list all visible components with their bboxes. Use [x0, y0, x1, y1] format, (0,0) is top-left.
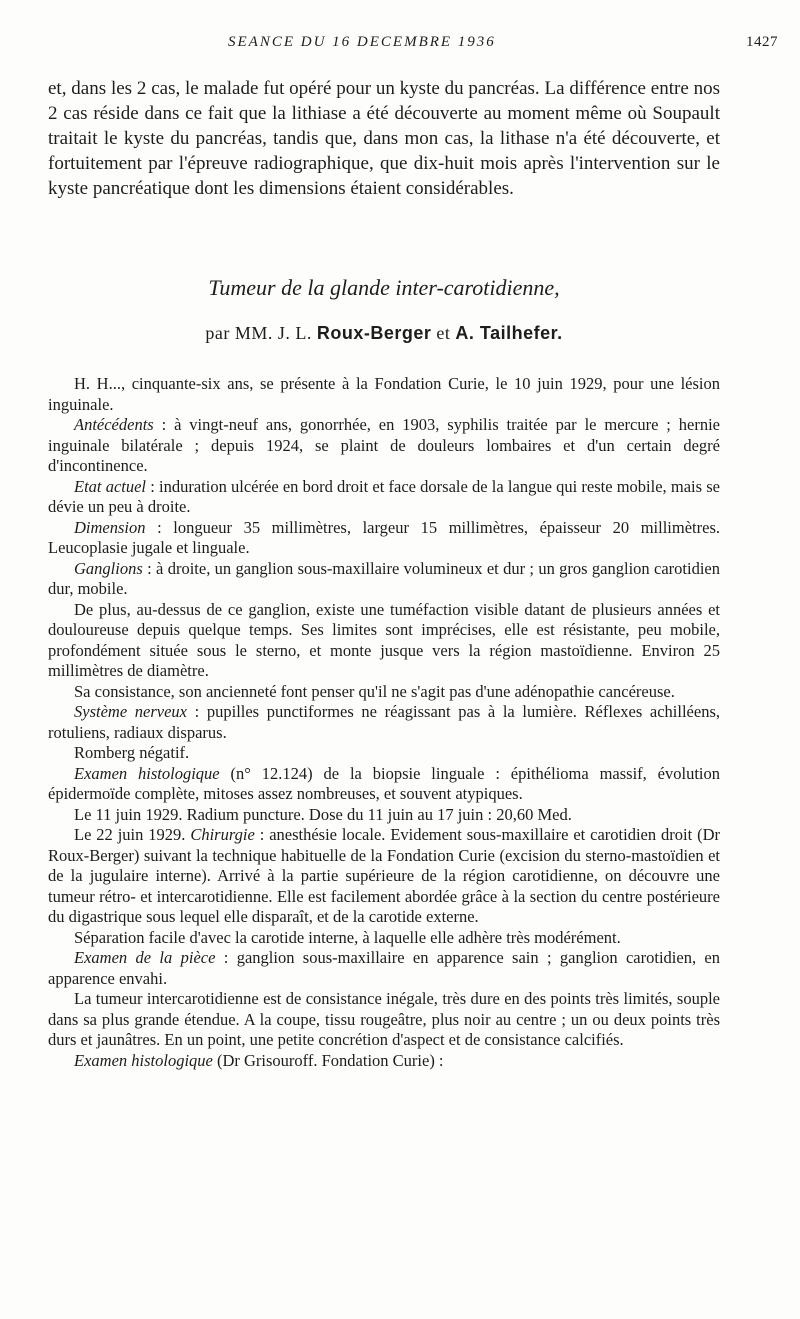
paragraph-consistance — [48, 682, 720, 703]
paragraph-text: (Dr Grisouroff. Fondation Curie) : — [212, 1050, 444, 1070]
paragraph-ganglions — [48, 559, 720, 600]
paragraph-lead: Ganglions — [74, 558, 143, 578]
paragraph-lead: Examen histologique — [74, 1050, 213, 1070]
paragraph-lead: Antécédents — [74, 415, 154, 434]
paragraph-chirurgie — [48, 825, 720, 928]
article-body — [48, 374, 720, 1071]
paragraph-text: : à vingt-neuf ans, gonorrhée, en 1903, syphilis traitée par le mercure ; hernie inguinale bilatérale ; depuis 1924, se plaint de douleurs lombaires et d'un certain degré d'incontinence. — [48, 415, 720, 475]
page-number: 1427 — [746, 34, 778, 50]
article-title: Tumeur de la glande inter-carotidienne, — [208, 275, 560, 300]
paragraph-radium — [48, 805, 720, 826]
paragraph-text: La tumeur intercarotidienne est de consistance inégale, très dure en des points très limités, souple dans sa plus grande étendue. A la coupe, tissu rougeâtre, plus noir au centre ; un ou deux points très durs et jaunâtres. En un point, une petite concrétion d'aspect et de consistance calcifiés. — [48, 989, 720, 1049]
paragraph-separation — [48, 928, 720, 949]
paragraph-patient — [48, 374, 720, 415]
paragraph-text: : pupilles punctiformes ne réagissant pas à la lumière. Réflexes achilléens, rotuliens, radiaux disparus. — [48, 702, 720, 742]
paragraph-dimension — [48, 518, 720, 559]
running-head-title: SEANCE DU 16 DECEMBRE 1936 — [228, 34, 496, 50]
paragraph-text: H. H..., cinquante-six ans, se présente à la Fondation Curie, le 10 juin 1929, pour une lésion inguinale. — [48, 374, 720, 414]
paragraph-tumefaction — [48, 600, 720, 682]
paragraph-lead: Etat actuel — [74, 476, 147, 496]
paragraph-lead: Dimension — [74, 517, 146, 537]
paragraph-antecedents — [48, 415, 720, 477]
paragraph-tumeur — [48, 989, 720, 1051]
byline-middle: et — [431, 323, 456, 343]
paragraph-text: Romberg négatif. — [74, 743, 190, 762]
intro-paragraph: et, dans les 2 cas, le malade fut opéré pour un kyste du pancréas. La différence entre nos 2 cas réside dans ce fait que la lithiase a été découverte au moment même où Soupault traitait le kyste du pancréas, tandis que, dans mon cas, la lithase n'a été découverte, et fortuitement par l'épreuve radiographique, que dix-huit mois après l'intervention sur le kyste pancréatique dont les dimensions étaient considérables. — [48, 78, 720, 199]
paragraph-text: : anesthésie locale. Evidement sous-maxillaire et carotidien droit (Dr Roux-Berger) suivant la technique habituelle de la Fondation Curie (excision du sterno-mastoïdien et de la jugulaire interne). Arrivé à la partie supérieure de la région carotidienne, on découvre une tumeur rétro- et intercarotidienne. Elle est facilement abordée grâce à la section du centre postérieure du digastrique sous lequel elle disparaît, et de la carotide externe. — [48, 825, 720, 926]
paragraph-lead: Système nerveux — [74, 702, 187, 721]
author-tailhefer: A. Tailhefer. — [455, 323, 563, 343]
running-head — [48, 30, 778, 54]
paragraph-text: (n° 12.124) de la biopsie linguale : épithélioma massif, évolution épidermoïde complète, mitoses assez nombreuses, et souvent atypiques. — [48, 763, 721, 803]
paragraph-systeme-nerveux — [48, 702, 720, 743]
paragraph-text: Sa consistance, son ancienneté font penser qu'il ne s'agit pas d'une adénopathie cancéreuse. — [74, 681, 675, 701]
paragraph-examen-histologique-2 — [48, 1051, 720, 1072]
byline — [48, 323, 720, 344]
paragraph-text-before: Le 22 juin 1929. — [74, 825, 191, 844]
paragraph-text: : longueur 35 millimètres, largeur 15 millimètres, épaisseur 20 millimètres. Leucoplasie jugale et linguale. — [48, 517, 720, 557]
author-roux-berger: Roux-Berger — [316, 323, 432, 343]
paragraph-text: De plus, au-dessus de ce ganglion, existe une tuméfaction visible datant de plusieurs années et douloureuse depuis quelque temps. Ses limites sont imprécises, elle est résistante, peu mobile, profondément située sous le sterno, et monte jusque vers la région mastoïdienne. Environ 25 millimètres de diamètre. — [48, 599, 720, 680]
paragraph-text: : induration ulcérée en bord droit et face dorsale de la langue qui reste mobile, mais se dévie un peu à droite. — [48, 476, 720, 516]
paragraph-etat-actuel — [48, 477, 720, 518]
paragraph-lead: Chirurgie — [190, 825, 255, 844]
paragraph-examen-histologique-1 — [48, 764, 720, 805]
paragraph-lead: Examen histologique — [74, 763, 220, 783]
byline-prefix: par MM. J. L. — [205, 323, 317, 343]
paragraph-text: : ganglion sous-maxillaire en apparence sain ; ganglion carotidien, en apparence envahi. — [48, 948, 720, 988]
paragraph-romberg — [48, 743, 720, 764]
paragraph-lead: Examen de la pièce — [74, 948, 216, 967]
paragraph-examen-piece — [48, 948, 720, 989]
paragraph-text: : à droite, un ganglion sous-maxillaire volumineux et dur ; un gros ganglion carotidien dur, mobile. — [48, 558, 720, 598]
paragraph-text: Séparation facile d'avec la carotide interne, à laquelle elle adhère très modérément. — [74, 927, 621, 947]
paragraph-text: Le 11 juin 1929. Radium puncture. Dose du 11 juin au 17 juin : 20,60 Med. — [74, 804, 572, 824]
